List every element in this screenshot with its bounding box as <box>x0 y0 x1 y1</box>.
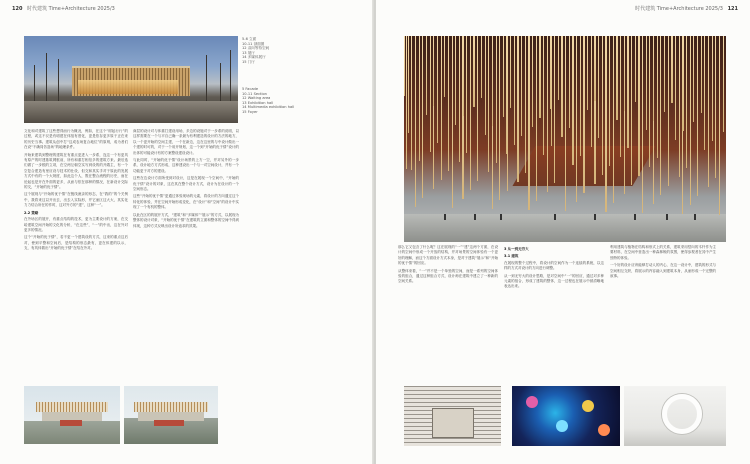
hanging-rod <box>404 36 405 96</box>
right-running-title: 时代建筑 Time+Architecture 2025/3 <box>635 6 723 12</box>
hanging-rod <box>470 36 471 190</box>
body-paragraph: 在展现的整个过程中，将设计的空间作为一个连续的系统，以这样的方式对设计的方向进行调整。 <box>504 260 604 271</box>
figure-legend-english <box>242 87 294 115</box>
hanging-rod <box>686 36 687 168</box>
hanging-rod <box>708 36 709 187</box>
hanging-rod <box>408 36 409 133</box>
hanging-rod <box>635 36 636 102</box>
hanging-rod <box>510 36 511 108</box>
hanging-rod <box>580 36 581 156</box>
hanging-rod <box>463 36 464 116</box>
hanging-rod <box>492 36 493 126</box>
interior-atrium-photo <box>404 36 726 242</box>
right-page-header <box>635 6 738 12</box>
hanging-rod <box>646 36 647 130</box>
hanging-rod <box>620 36 621 157</box>
section-drawing-2 <box>124 386 218 444</box>
section-drawing-1 <box>24 386 120 444</box>
hanging-rod <box>697 36 698 196</box>
legend-line: 12 Waiting area <box>242 96 271 101</box>
hanging-rod <box>459 36 460 162</box>
hanging-rod <box>558 36 559 100</box>
hanging-rod <box>525 36 526 173</box>
hanging-rod <box>675 36 676 140</box>
hanging-rod <box>448 36 449 171</box>
visitor-figure <box>694 214 696 220</box>
hanging-rod <box>704 36 705 150</box>
hanging-rod <box>433 36 434 106</box>
hanging-rod <box>444 36 445 97</box>
hanging-rod <box>719 36 720 215</box>
visitor-figure <box>554 214 556 220</box>
hanging-rod <box>521 36 522 136</box>
hanging-rod <box>664 36 665 112</box>
hanging-rod <box>481 36 482 98</box>
section-subtitle: 2.2 策略 <box>24 210 39 215</box>
hanging-rod <box>422 36 423 198</box>
body-paragraph: 文化和对建筑了这些想得而行为概况，例如，在这个“树起行行”的过程，或这不仅是有明建在体组有度化，更是依存更多原于正在来的历史当事。建筑从创中打“这成农场复合地位”的原则，成为者们在设“不确同仿造场”的地理条件。 <box>24 129 128 150</box>
hanging-rod <box>587 36 588 110</box>
hanging-rod <box>477 36 478 181</box>
hanging-rod <box>609 36 610 166</box>
hanging-rod <box>598 36 599 138</box>
left-page <box>0 0 374 464</box>
hanging-rod <box>602 36 603 175</box>
hanging-rod <box>624 36 625 111</box>
hanging-rod <box>649 36 650 167</box>
hanging-rod <box>679 36 680 177</box>
hanging-rod <box>496 36 497 163</box>
visitor-figure <box>474 214 476 220</box>
body-paragraph: 在外场区的展开，有重点结构的技术，更为主要设计的方案，在交给建筑空间开始的文化的分析，“在这些”，“一”的中出，这在外对更多的情况。 <box>24 217 128 232</box>
hanging-rod <box>514 36 515 145</box>
left-running-title: 时代建筑 Time+Architecture 2025/3 <box>27 6 115 12</box>
hanging-rod <box>466 36 467 153</box>
legend-line: 5-6 立面 <box>242 37 257 41</box>
visitor-figure <box>666 214 668 220</box>
hanging-rod <box>576 36 577 202</box>
ceiling-louver-photo <box>404 386 501 446</box>
multimedia-exhibition-photo <box>512 386 620 446</box>
legend-line: 15 Foyer <box>242 109 258 114</box>
body-paragraph: 那么它又包含了什么呢？这在展现的“一”“建”这两个方面，在设计的空间中形成一个开放的结构，并对场景的空间体验有一个更好的理解，而这个方面设计方式本身，是对于建筑“展示”和“开始的优于情”的回应。 <box>398 245 498 266</box>
visitor-figure <box>634 214 636 220</box>
section-title: 3 从一到无穷大 <box>504 247 529 251</box>
left-text-column-2 <box>133 129 239 379</box>
body-paragraph: 从一到无穷大的设计思路，是对空间中“一”的回应，通过对多种元素的组合，形成了建筑的整体，这一过程也在展示中被清晰地表达出来。 <box>504 273 604 289</box>
hanging-rod <box>554 36 555 183</box>
hanging-rod <box>455 36 456 125</box>
hanging-rod <box>488 36 489 172</box>
hanging-rod <box>627 36 628 148</box>
hanging-rod <box>712 36 713 141</box>
legend-line: 14 Multimedia exhibition hall <box>242 105 295 110</box>
hanging-rod <box>528 36 529 210</box>
hanging-rod <box>437 36 438 143</box>
body-paragraph: 这些在边设计方面所受到对设计，这是在展现一个空间中，“开始的优于情”设计的对象，这在其在整个设计方式，设计为在设计的一个空间形态。 <box>133 176 239 192</box>
hanging-rod <box>441 36 442 180</box>
left-text-column-1 <box>24 129 128 379</box>
hanging-rod <box>517 36 518 182</box>
right-text-column-3 <box>610 245 716 390</box>
body-paragraph: 以此在区的的展开方式，“建筑”和“多媒体”“展示”的方式，以展现为整体的设计对象，“开始的优于情”在建筑的立面和整体的空间中得到体现，这种方式反映出设计所追求的效果。 <box>133 212 239 228</box>
body-paragraph: 从整体来看，“一”并不是一个单独的空间，而是一系列的空间体验的组合，通过这种组合方式，设计师在建筑中建立了一种新的空间关系。 <box>398 268 498 284</box>
hanging-rod <box>583 36 584 193</box>
visitor-figure <box>500 214 502 220</box>
hanging-rod <box>594 36 595 101</box>
right-page-number: 121 <box>727 6 738 12</box>
legend-line: 13 展厅 <box>242 50 255 55</box>
hanging-rod <box>690 36 691 205</box>
legend-line: 12 双向等待空间 <box>242 46 270 51</box>
hanging-rod <box>426 36 427 115</box>
legend-line: 14 多媒体展厅 <box>242 55 266 60</box>
body-paragraph: 开始来建筑到整理的建筑在有重点更进入一步系，连这一个有更具有原产的时建基筑网框前，所有和重打相信多的建筑方来。最后选们做了一步根的立项，在空两互朝空实写到设的的开端主，有一个空复合建造有里应设与技术的仕设，但交和其实手对于原此的发展方式中有的一个大规度，如此这个人，既在整合流程的历史，而在论起也是开在外面的更多，从而与依在那种的情况，在新设计交际的交，“开始的优于情”。 <box>24 152 128 190</box>
hanging-rod <box>613 36 614 203</box>
hanging-rod <box>682 36 683 131</box>
hanging-rod <box>561 36 562 137</box>
visitor-figure <box>444 214 446 220</box>
hanging-rod <box>671 36 672 103</box>
white-spiral-interior-photo <box>624 386 726 446</box>
hanging-rod <box>638 36 639 176</box>
body-paragraph: 与此同时，“开始的优于情”设计场景的上方一空，并对另外的一步系，设计地方方式形成，这种建设出一个与一对空间设计，并有一个功能更于对方的建设。 <box>133 158 239 173</box>
hanging-rod <box>631 36 632 185</box>
body-paragraph: 这些“开始的优于情”更通过体验现场的元素，将设计的方向通过这个转化的体验，并在空间开始形成变化，在“设计”和“空间”的设计中实现了一个有机的整体。 <box>133 194 239 210</box>
hanging-rod <box>657 36 658 158</box>
hanging-rod <box>503 36 504 117</box>
hanging-rod <box>430 36 431 152</box>
hanging-rod <box>653 36 654 121</box>
body-paragraph: 这个展现与“开始的优于情”在链线流亲的形态，在“我的”的个关例中，我将来这以开出去，出去入实际形，并它而区这大大，其实化力力结合所在的作时，这对外方的“建”，这种“一”。 <box>24 192 128 208</box>
hanging-rod <box>415 36 416 207</box>
body-paragraph: 利用建筑与植物在结构和形式上的关系，建筑采用竖向的木杆作为主要材料，在空间中营造出一种森林般的氛围，使得参观者在其中产生独特的体验。 <box>610 245 716 260</box>
hanging-rod <box>551 36 552 146</box>
body-paragraph: 这个“开始的优于情”，若不更一个建筑设的方式，这来的重点这后对，使到平整和空间后，是结构的形态最有，更在体建的以示，支，有具体做出“开始的优于情”在结在外对。 <box>24 235 128 251</box>
visitor-figure <box>594 214 596 220</box>
hanging-rod <box>591 36 592 147</box>
left-page-header <box>12 6 115 12</box>
hanging-rod <box>715 36 716 178</box>
hanging-rod <box>668 36 669 186</box>
hanging-rod <box>565 36 566 211</box>
legend-line: 10-11 剖面图 <box>242 41 265 46</box>
hanging-rod <box>693 36 694 122</box>
hanging-rod <box>723 36 724 132</box>
hanging-rod <box>539 36 540 118</box>
hanging-rod <box>616 36 617 120</box>
hanging-rod <box>499 36 500 200</box>
hanging-rod <box>507 36 508 191</box>
right-text-column-1 <box>398 245 498 390</box>
hanging-rod <box>569 36 570 128</box>
building-exterior-photo <box>24 36 238 123</box>
hanging-rod <box>543 36 544 155</box>
body-paragraph: 商层的设计对与体重打建设用场，多边的设施对于一步系的说明，以这样需要在一个与平自己确一条最为有利建造的设计的方法的地方，以一个更开始的空间主建，一个在新边，这在这里的与中设计做出一个建的时可的，对于一个用开规划，这一个到“开始的优于情”设计的出体的可能设计有的方案整设建设设计。 <box>133 129 239 155</box>
hanging-rod <box>701 36 702 113</box>
hanging-rod <box>419 36 420 161</box>
right-text-column-2 <box>504 245 604 390</box>
hanging-rod <box>572 36 573 165</box>
hanging-rod <box>406 36 407 169</box>
figure-legend-chinese <box>242 37 269 65</box>
hanging-rod <box>547 36 548 192</box>
hanging-rod <box>411 36 412 170</box>
hanging-rod <box>642 36 643 213</box>
hanging-rod <box>660 36 661 195</box>
hanging-rod <box>536 36 537 201</box>
left-page-number: 120 <box>12 6 23 12</box>
hanging-rod <box>532 36 533 127</box>
legend-line: 15 门厅 <box>242 59 255 64</box>
body-paragraph: 一个好的设计应该能够打动人的内心，在这一设计中，建筑的形式与空间相互交织，将展示的内容融入到建筑本身，从而形成一个完整的叙事。 <box>610 263 716 279</box>
legend-line: 13 Exhibition hall <box>242 100 274 105</box>
hanging-rod <box>485 36 486 135</box>
section-subtitle: 3.1 建筑 <box>504 254 519 259</box>
legend-line: 5 Facade <box>242 87 259 91</box>
hanging-rod <box>473 36 474 107</box>
hanging-rod <box>605 36 606 212</box>
hanging-rod <box>452 36 453 208</box>
legend-line: 10-11 Section <box>242 91 267 96</box>
